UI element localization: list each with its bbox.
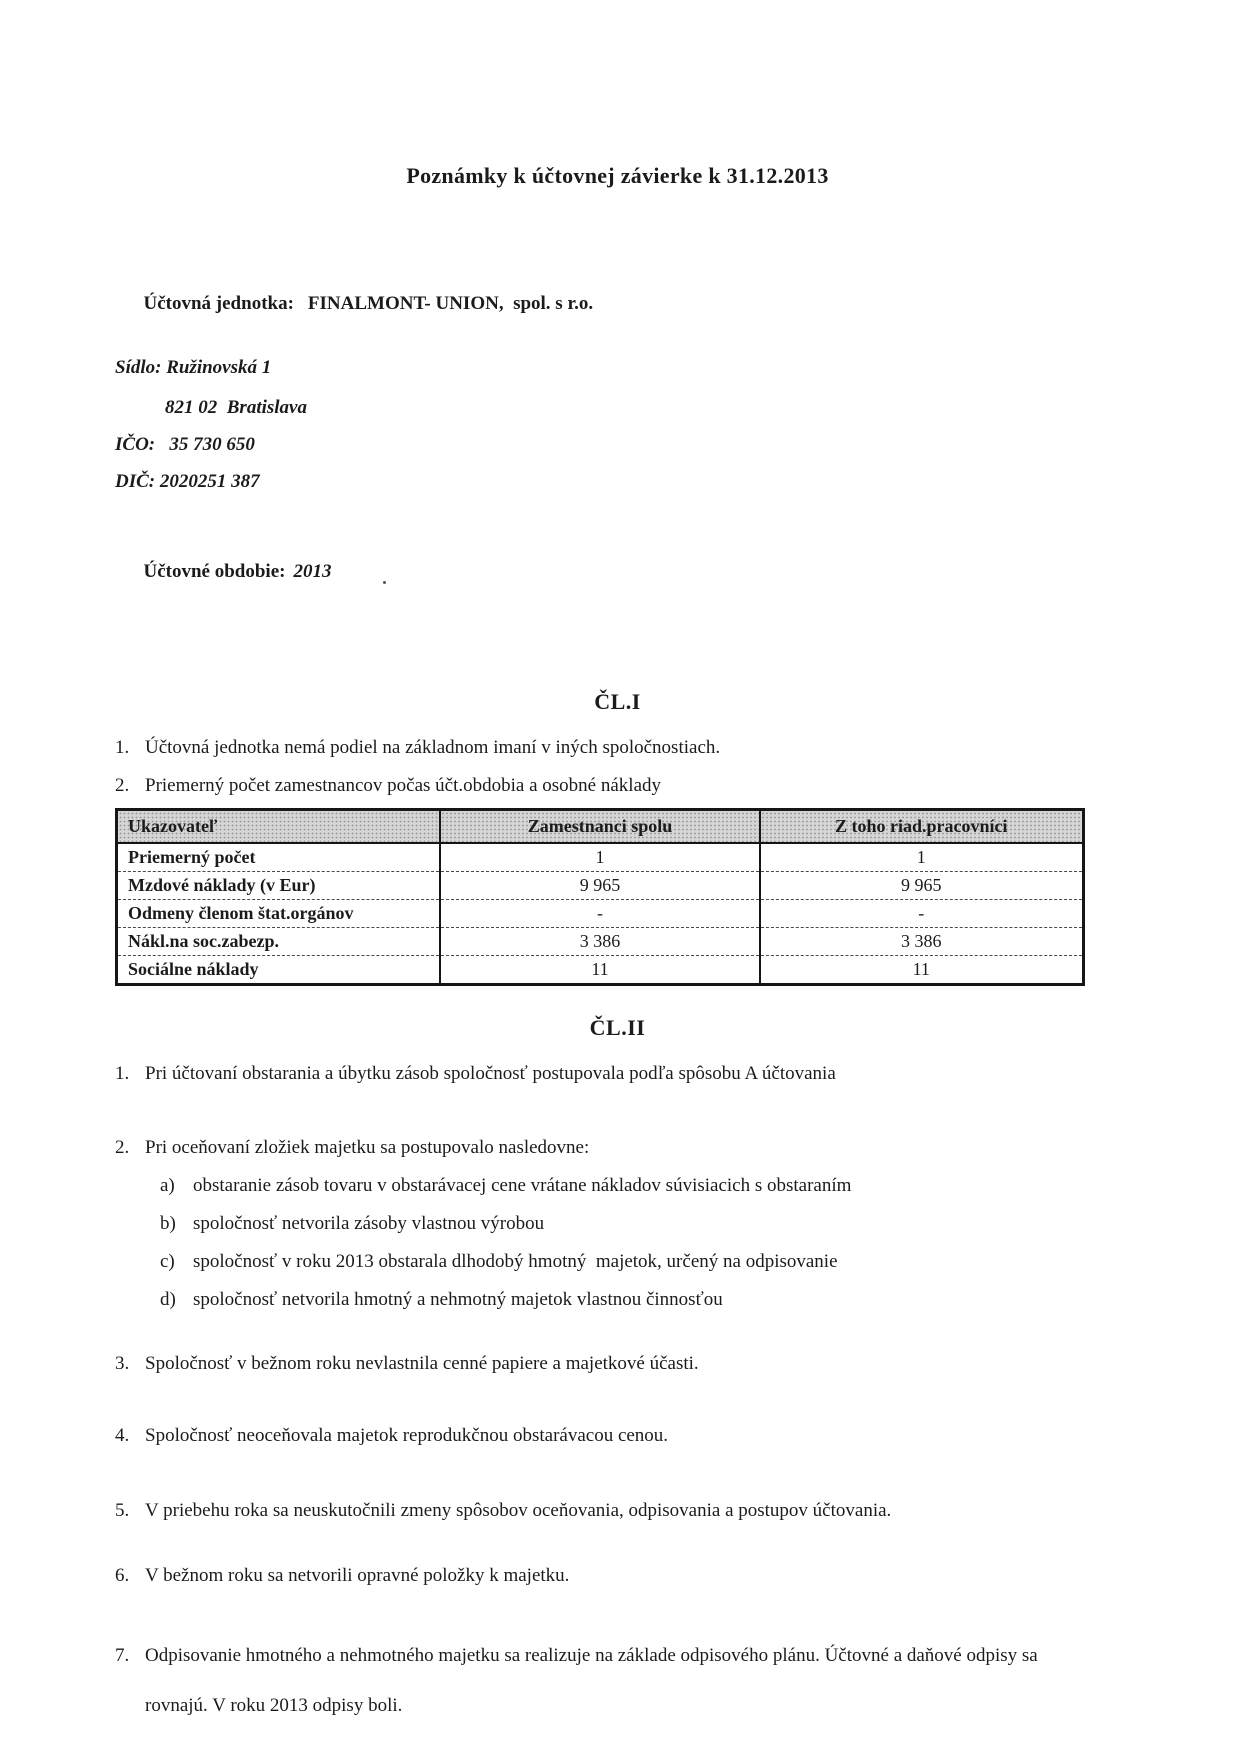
table-row — [117, 843, 1084, 872]
list-item — [115, 1631, 1120, 1731]
list-item — [115, 1564, 1120, 1588]
sub-item-label: c) — [160, 1251, 175, 1272]
table-cell: Nákl.na soc.zabezp. — [117, 928, 441, 956]
table-row — [117, 872, 1084, 900]
item-number: 1. — [115, 737, 130, 758]
table-cell: 11 — [760, 956, 1084, 985]
sub-item-text: spoločnosť netvorila hmotný a nehmotný majetok vlastnou činnosťou — [193, 1289, 723, 1310]
table-cell: 9 965 — [760, 872, 1084, 900]
table-cell: Odmeny členom štat.orgánov — [117, 900, 441, 928]
table-cell: 1 — [440, 843, 759, 872]
table-cell: 9 965 — [440, 872, 759, 900]
page-title: Poznámky k účtovnej závierke k 31.12.2013 — [406, 163, 829, 188]
sub-list-item — [160, 1250, 1120, 1274]
table-header-cell: Z toho riad.pracovníci — [760, 810, 1084, 844]
item-text: Odpisovanie hmotného a nehmotného majetku sa realizuje na základe odpisového plánu. Účtovné a daňové odpisy sa rovnajú. V roku 2013 odpisy boli. — [145, 1645, 1043, 1716]
table-cell: Priemerný počet — [117, 843, 441, 872]
table-cell: 11 — [440, 956, 759, 985]
list-item — [115, 1352, 1120, 1376]
table-cell: 3 386 — [440, 928, 759, 956]
list-item — [115, 1062, 1120, 1086]
table-row — [117, 928, 1084, 956]
item-number: 4. — [115, 1425, 130, 1446]
accounting-period-line — [115, 536, 1120, 608]
table-header-row — [117, 810, 1084, 844]
scan-artifact-dot — [383, 581, 386, 584]
item-text: Pri oceňovaní zložiek majetku sa postupovalo nasledovne: — [145, 1137, 590, 1158]
section-1-heading: ČL.I — [594, 689, 641, 714]
sub-item-text: spoločnosť v roku 2013 obstarala dlhodobý hmotný majetok, určený na odpisovanie — [193, 1251, 838, 1272]
entity-label: Účtovná jednotka: — [143, 293, 294, 314]
employee-costs-table — [115, 808, 1085, 986]
address-line-1: Sídlo: Ružinovská 1 — [115, 357, 272, 378]
table-header-cell: Zamestnanci spolu — [440, 810, 759, 844]
item-text: Účtovná jednotka nemá podiel na základnom imaní v iných spoločnostiach. — [145, 737, 721, 758]
sub-item-label: a) — [160, 1175, 175, 1196]
table-row — [117, 956, 1084, 985]
list-item — [115, 1499, 1120, 1523]
table-cell: 1 — [760, 843, 1084, 872]
ico-line: IČO: 35 730 650 — [115, 434, 255, 455]
period-value: 2013 — [293, 561, 332, 582]
sub-list-item — [160, 1174, 1120, 1198]
table-cell: 3 386 — [760, 928, 1084, 956]
entity-line — [115, 268, 1120, 340]
list-item — [115, 774, 1120, 798]
table-cell: - — [440, 900, 759, 928]
item-text: V priebehu roka sa neuskutočnili zmeny spôsobov oceňovania, odpisovania a postupov účtovania. — [145, 1500, 892, 1521]
item-text: Spoločnosť neoceňovala majetok reprodukčnou obstarávacou cenou. — [145, 1425, 669, 1446]
item-number: 2. — [115, 775, 130, 796]
address-line-2: 821 02 Bratislava — [165, 397, 307, 418]
sub-item-label: b) — [160, 1213, 176, 1234]
item-number: 2. — [115, 1137, 130, 1158]
sub-item-text: spoločnosť netvorila zásoby vlastnou výrobou — [193, 1213, 545, 1234]
item-text: Priemerný počet zamestnancov počas účt.obdobia a osobné náklady — [145, 775, 661, 796]
item-number: 1. — [115, 1063, 130, 1084]
item-text: Pri účtovaní obstarania a úbytku zásob spoločnosť postupovala podľa spôsobu A účtovania — [145, 1063, 836, 1084]
item-number: 6. — [115, 1565, 130, 1586]
item-text: V bežnom roku sa netvorili opravné položky k majetku. — [145, 1565, 570, 1586]
item-text: Spoločnosť v bežnom roku nevlastnila cenné papiere a majetkové účasti. — [145, 1353, 699, 1374]
sub-list-item — [160, 1212, 1120, 1236]
item-number: 7. — [115, 1645, 130, 1666]
sub-item-text: obstaranie zásob tovaru v obstarávacej cene vrátane nákladov súvisiacich s obstaraním — [193, 1175, 852, 1196]
table-row — [117, 900, 1084, 928]
sub-list-item — [160, 1288, 1120, 1312]
table-cell: Sociálne náklady — [117, 956, 441, 985]
entity-name: FINALMONT- UNION, spol. s r.o. — [307, 293, 594, 314]
list-item — [115, 736, 1120, 760]
section-2-heading: ČL.II — [589, 1015, 646, 1040]
table-header-cell: Ukazovateľ — [117, 810, 441, 844]
list-item — [115, 1424, 1120, 1448]
sub-item-label: d) — [160, 1289, 176, 1310]
table-cell: Mzdové náklady (v Eur) — [117, 872, 441, 900]
list-item — [115, 1136, 1120, 1160]
item-number: 5. — [115, 1500, 130, 1521]
item-number: 3. — [115, 1353, 130, 1374]
dic-line: DIČ: 2020251 387 — [115, 471, 260, 492]
period-label: Účtovné obdobie: — [143, 561, 286, 582]
table-cell: - — [760, 900, 1084, 928]
